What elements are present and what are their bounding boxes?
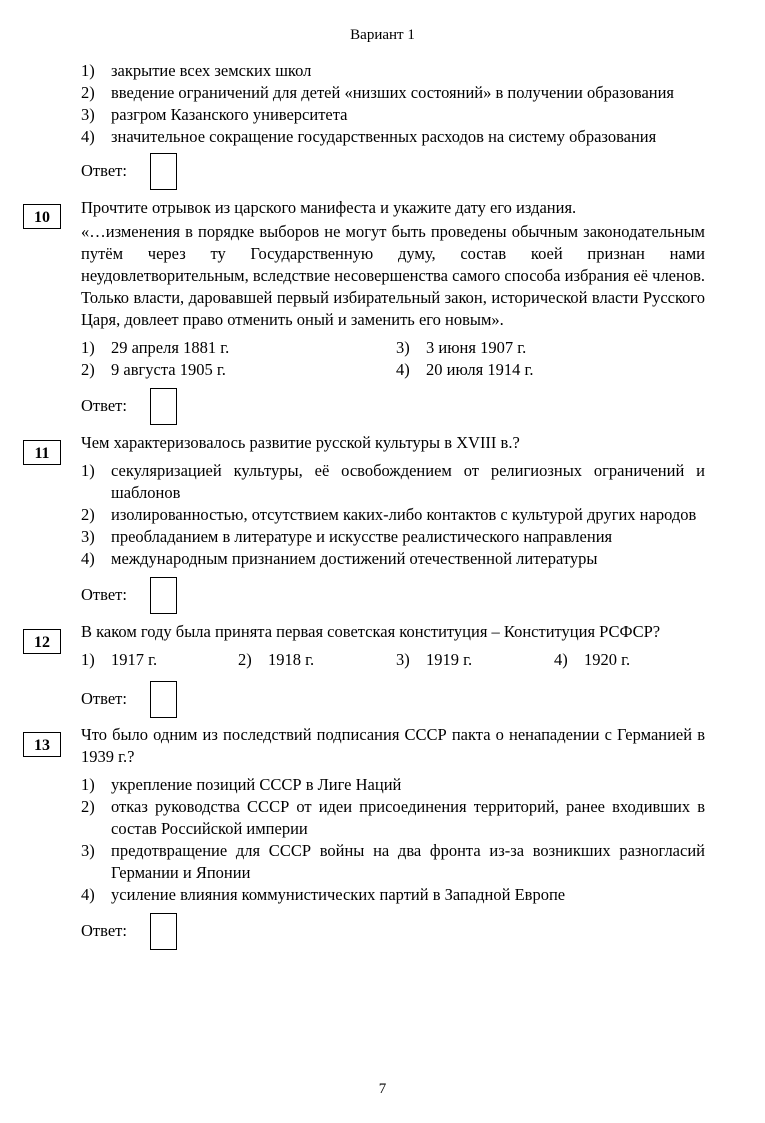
option-text: отказ руководства СССР от идеи присоединения территорий, ранее входивших в состав Российской империи — [111, 797, 705, 838]
answer-row — [81, 911, 705, 951]
option-2 — [81, 82, 705, 104]
option-number: 4) — [81, 127, 95, 146]
option-text: 29 апреля 1881 г. — [111, 338, 230, 357]
question-number: 12 — [23, 629, 61, 654]
answer-row — [81, 679, 705, 719]
options-list — [81, 774, 705, 906]
page-number: 7 — [378, 1081, 387, 1097]
answer-box[interactable] — [150, 153, 177, 190]
option-3 — [396, 649, 554, 671]
question-11 — [0, 432, 765, 615]
option-3 — [396, 337, 705, 359]
question-body — [81, 60, 705, 191]
option-number: 2) — [81, 360, 95, 379]
option-1 — [81, 337, 396, 359]
option-number: 1) — [81, 461, 95, 480]
option-2 — [238, 649, 396, 671]
answer-label: Ответ: — [81, 921, 127, 940]
answer-label: Ответ: — [81, 585, 127, 604]
option-4 — [81, 548, 705, 570]
option-number: 3) — [81, 105, 95, 124]
question-body — [81, 621, 705, 719]
option-number: 2) — [81, 797, 95, 816]
option-4 — [554, 649, 705, 671]
option-number: 4) — [81, 549, 95, 568]
option-number: 1) — [81, 61, 95, 80]
option-number: 4) — [81, 885, 95, 904]
option-4 — [396, 359, 705, 381]
answer-label: Ответ: — [81, 396, 127, 415]
question-number: 10 — [23, 204, 61, 229]
option-1 — [81, 460, 705, 504]
option-text: значительное сокращение государственных расходов на систему образования — [111, 127, 657, 146]
question-quote: «…изменения в порядке выборов не могут быть проведены обычным законодательным путём через ту Государственную думу, состав коей признан нами неудовлетворительным, вследствие несовершенства самого способа избрания её членов. Только власти, даровавшей первый избирательный закон, исторической власти Русского Царя, довлеет право отменить оный и заменить его новым». — [81, 222, 705, 329]
question-9 — [0, 60, 765, 191]
option-number: 2) — [81, 83, 95, 102]
option-number: 3) — [396, 338, 410, 357]
option-number: 1) — [81, 338, 95, 357]
answer-box[interactable] — [150, 388, 177, 425]
option-text: секуляризацией культуры, её освобождением от религиозных ограничений и шаблонов — [111, 461, 705, 502]
option-text: предотвращение для СССР войны на два фронта из-за возникших разногласий Германии и Японии — [111, 841, 705, 882]
option-text: закрытие всех земских школ — [111, 61, 312, 80]
question-body — [81, 432, 705, 615]
question-number: 11 — [23, 440, 61, 465]
question-prompt: Прочтите отрывок из царского манифеста и укажите дату его издания. — [81, 198, 577, 217]
question-prompt: В каком году была принята первая советская конституция – Конституция РСФСР? — [81, 622, 661, 641]
option-number: 1) — [81, 650, 95, 669]
option-text: 1918 г. — [268, 650, 315, 669]
option-text: усиление влияния коммунистических партий в Западной Европе — [111, 885, 566, 904]
question-prompt: Что было одним из последствий подписания СССР пакта о ненападении с Германией в 1939 г.? — [81, 725, 705, 766]
option-number: 1) — [81, 775, 95, 794]
answer-row — [81, 386, 705, 426]
question-prompt: Чем характеризовалось развитие русской культуры в XVIII в.? — [81, 433, 520, 452]
option-number: 4) — [554, 650, 568, 669]
option-number: 4) — [396, 360, 410, 379]
answer-label: Ответ: — [81, 161, 127, 180]
answer-box[interactable] — [150, 913, 177, 950]
option-text: 20 июля 1914 г. — [426, 360, 534, 379]
option-text: 1917 г. — [111, 650, 158, 669]
option-2 — [81, 359, 396, 381]
option-text: изолированностью, отсутствием каких-либо контактов с культурой других народов — [111, 505, 697, 524]
option-1 — [81, 60, 705, 82]
option-text: 9 августа 1905 г. — [111, 360, 226, 379]
option-2 — [81, 504, 705, 526]
option-text: введение ограничений для детей «низших состояний» в получении образования — [111, 83, 675, 102]
option-3 — [81, 840, 705, 884]
page-header: Вариант 1 — [350, 27, 415, 43]
option-1 — [81, 649, 238, 671]
options-list — [81, 60, 705, 148]
page-content — [0, 60, 765, 951]
answer-box[interactable] — [150, 577, 177, 614]
option-3 — [81, 526, 705, 548]
question-13 — [0, 724, 765, 951]
answer-row — [81, 151, 705, 191]
option-text: 3 июня 1907 г. — [426, 338, 527, 357]
answer-row — [81, 575, 705, 615]
options-list — [81, 337, 705, 381]
question-number: 13 — [23, 732, 61, 757]
option-3 — [81, 104, 705, 126]
option-text: 1919 г. — [426, 650, 473, 669]
option-text: укрепление позиций СССР в Лиге Наций — [111, 775, 402, 794]
question-body — [81, 724, 705, 951]
options-list — [81, 649, 705, 671]
option-number: 3) — [396, 650, 410, 669]
option-number: 3) — [81, 841, 95, 860]
answer-box[interactable] — [150, 681, 177, 718]
question-body — [81, 197, 705, 426]
option-text: преобладанием в литературе и искусстве реалистического направления — [111, 527, 613, 546]
option-text: 1920 г. — [584, 650, 631, 669]
option-number: 2) — [238, 650, 252, 669]
option-number: 2) — [81, 505, 95, 524]
options-list — [81, 460, 705, 570]
question-10 — [0, 197, 765, 426]
answer-label: Ответ: — [81, 689, 127, 708]
question-12 — [0, 621, 765, 719]
option-2 — [81, 796, 705, 840]
option-text: международным признанием достижений отечественной литературы — [111, 549, 598, 568]
option-4 — [81, 126, 705, 148]
option-1 — [81, 774, 705, 796]
option-text: разгром Казанского университета — [111, 105, 348, 124]
option-4 — [81, 884, 705, 906]
option-number: 3) — [81, 527, 95, 546]
